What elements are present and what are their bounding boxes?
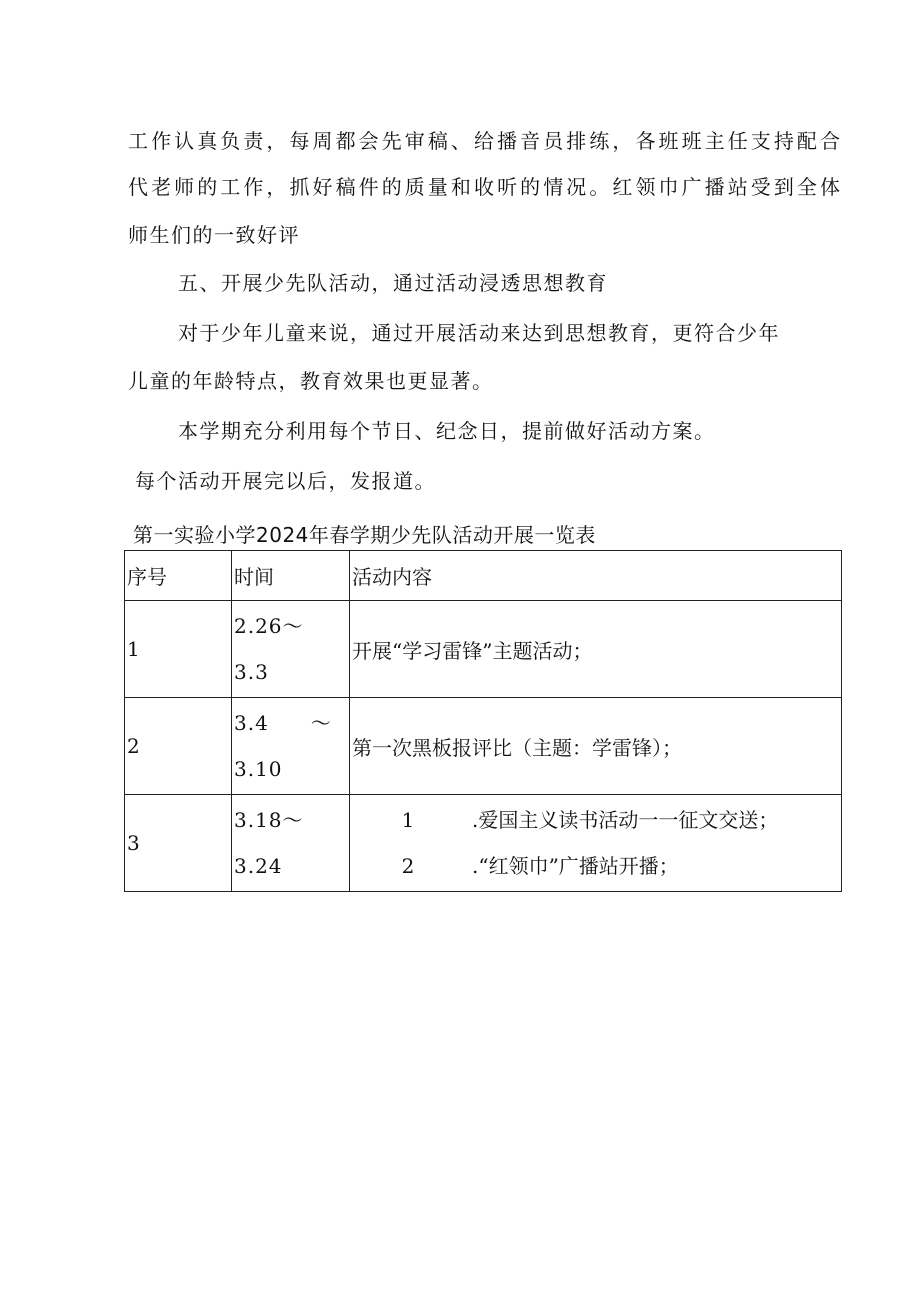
time-end: 3.3 xyxy=(234,660,269,684)
time-end: 3.10 xyxy=(234,757,283,781)
time-start: 2.26～ xyxy=(234,614,304,638)
header-cell-time: 时间 xyxy=(232,551,350,601)
row-number: 2 xyxy=(125,698,232,795)
paragraph-line: 代老师的工作，抓好稿件的质量和收听的情况。红领巾广播站受到全体 xyxy=(128,175,840,199)
row-time xyxy=(232,795,350,892)
table-header-row xyxy=(125,551,842,601)
paragraph-line: 每个活动开展完以后，发报道。 xyxy=(135,469,436,493)
header-cell-content: 活动内容 xyxy=(350,551,842,601)
table-row xyxy=(125,795,842,892)
section-heading: 五、开展少先队活动，通过活动浸透思想教育 xyxy=(178,271,608,295)
item-number: 2 xyxy=(401,854,415,878)
time-end: 3.24 xyxy=(234,854,283,878)
row-number: 1 xyxy=(125,601,232,698)
row-time xyxy=(232,601,350,698)
activity-table xyxy=(124,550,842,892)
row-content xyxy=(350,795,842,892)
content-item xyxy=(352,797,839,843)
table-row xyxy=(125,698,842,795)
row-content: 开展“学习雷锋”主题活动； xyxy=(350,601,842,698)
item-text: .“红领巾”广播站开播； xyxy=(472,854,679,878)
paragraph-line: 师生们的一致好评 xyxy=(128,223,300,247)
item-text: .爱国主义读书活动一一征文交送； xyxy=(472,808,779,832)
paragraph-line: 本学期充分利用每个节日、纪念日，提前做好活动方案。 xyxy=(178,419,716,443)
paragraph-line: 儿童的年龄特点，教育效果也更显著。 xyxy=(128,369,494,393)
content-item xyxy=(352,843,839,889)
time-start: 3.18～ xyxy=(234,808,304,832)
table-caption: 第一实验小学2024年春学期少先队活动开展一览表 xyxy=(133,523,596,547)
table-row xyxy=(125,601,842,698)
time-start: 3.4 ～ xyxy=(234,711,332,735)
header-cell-no: 序号 xyxy=(125,551,232,601)
paragraph-line: 工作认真负责，每周都会先审稿、给播音员排练，各班班主任支持配合 xyxy=(128,129,840,153)
paragraph-line: 对于少年儿童来说，通过开展活动来达到思想教育，更符合少年 xyxy=(178,321,780,345)
row-time xyxy=(232,698,350,795)
row-number: 3 xyxy=(125,795,232,892)
row-content: 第一次黑板报评比（主题：学雷锋）； xyxy=(350,698,842,795)
item-number: 1 xyxy=(401,808,415,832)
